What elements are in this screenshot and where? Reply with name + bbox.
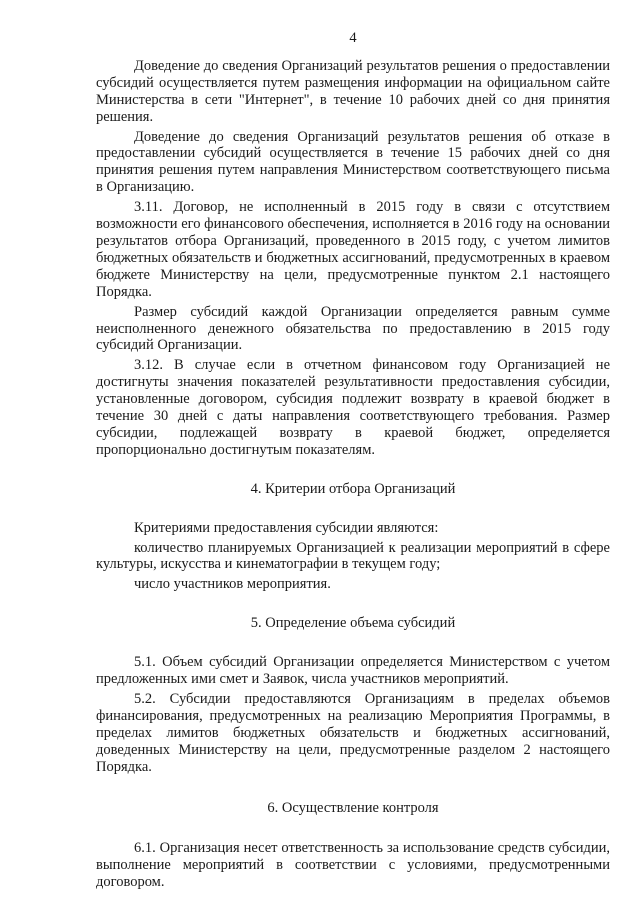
paragraph-6-1: 6.1. Организация несет ответственность за использование средств субсидии, выполнение мероприятий в соответствии с условиями, предусмотренными договором. (96, 840, 610, 891)
paragraph-results-publication: Доведение до сведения Организаций результатов решения о предоставлении субсидий осуществляется путем размещения информации на официальном сайте Министерства в сети "Интернет", в течение 10 рабочих дней со дня принятия решения. (96, 57, 610, 125)
paragraph-5-1: 5.1. Объем субсидий Организации определяется Министерством с учетом предложенных ими смет и Заявок, числа участников мероприятий. (96, 654, 610, 688)
section-heading-6: 6. Осуществление контроля (267, 799, 439, 816)
paragraph-criteria-intro: Критериями предоставления субсидии являются: (134, 519, 439, 536)
paragraph-3-11: 3.11. Договор, не исполненный в 2015 году в связи с отсутствием возможности его финансового обеспечения, исполняется в 2016 году на основании результатов отбора Организаций, проведенного в 2015 году, с учетом лимитов бюджетных обязательств и бюджетных ассигнований, предусмотренных в краевом бюджете Министерству на цели, предусмотренные пунктом 2.1 настоящего Порядка. (96, 199, 610, 300)
paragraph-subsidy-size: Размер субсидий каждой Организации определяется равным сумме неисполненного денежного обязательства по предоставлению в 2015 году субсидий Организации. (96, 303, 610, 354)
section-heading-5: 5. Определение объема субсидий (250, 615, 456, 632)
document-page (96, 30, 610, 891)
paragraph-criteria-participants: число участников мероприятия. (134, 576, 331, 593)
page-number: 4 (349, 30, 357, 46)
paragraph-refusal-notice: Доведение до сведения Организаций результатов решения об отказе в предоставлении субсидий осуществляется в течение 15 рабочих дней со дня принятия решения путем направления Министерством соответствующего письма в Организацию. (96, 128, 610, 196)
section-heading-4: 4. Критерии отбора Организаций (250, 480, 456, 497)
paragraph-3-12: 3.12. В случае если в отчетном финансовом году Организацией не достигнуты значения показателей результативности предоставления субсидии, установленные договором, субсидия подлежит возврату в краевой бюджет в течение 30 дней с даты направления соответствующего требования. Размер субсидии, подлежащей возврату в краевой бюджет, определяется пропорционально достигнутым показателям. (96, 357, 610, 458)
paragraph-criteria-count: количество планируемых Организацией к реализации мероприятий в сфере культуры, искусства и кинематографии в текущем году; (96, 539, 610, 573)
paragraph-5-2: 5.2. Субсидии предоставляются Организациям в пределах объемов финансирования, предусмотренных на реализацию Мероприятия Программы, в пределах лимитов бюджетных обязательств и бюджетных ассигнований, доведенных Министерству на цели, предусмотренные разделом 2 настоящего Порядка. (96, 691, 610, 775)
